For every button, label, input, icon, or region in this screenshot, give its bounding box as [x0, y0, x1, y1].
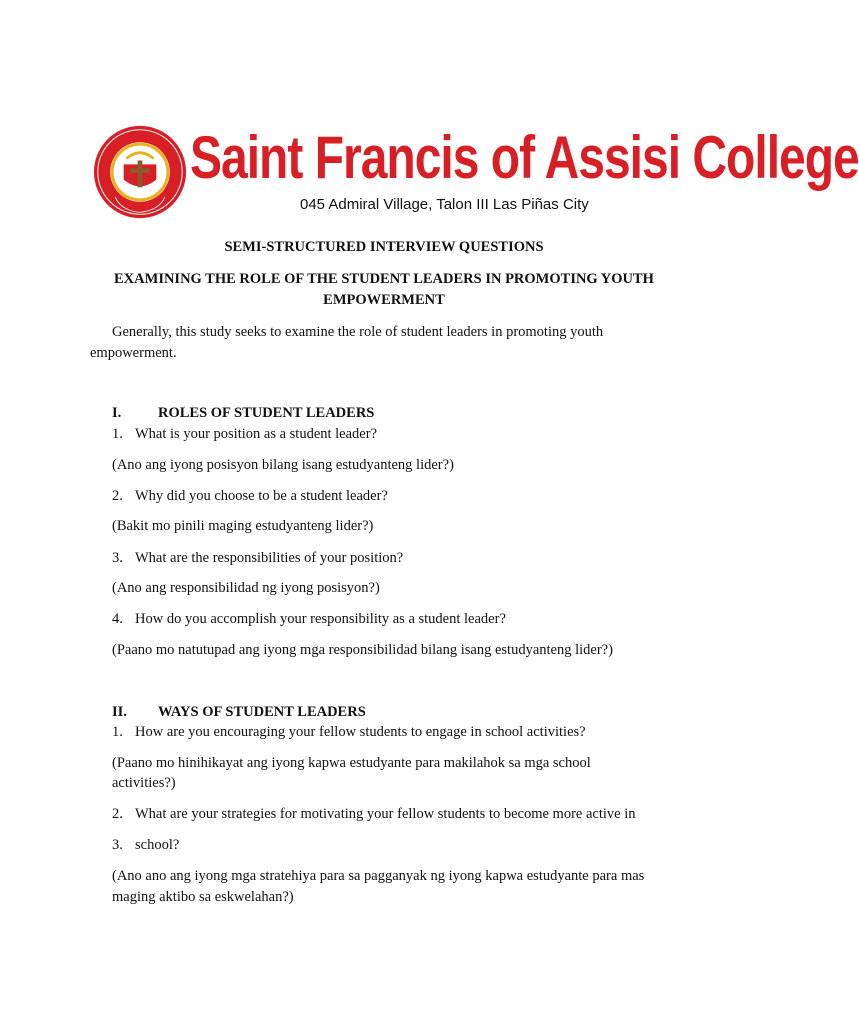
s1-q1-translation: (Ano ang iyong posisyon bilang isang estudyanteng lider?) [112, 457, 454, 473]
s2-q1-translation-line1: (Paano mo hinihikayat ang iyong kapwa estudyante para makilahok sa mga school [112, 755, 591, 771]
s1-q2-translation: (Bakit mo pinili maging estudyanteng lider?) [112, 518, 374, 534]
s1-q3-number: 3. [112, 550, 123, 566]
s2-q1-question: How are you encouraging your fellow students to engage in school activities? [135, 724, 586, 740]
document-title: SEMI-STRUCTURED INTERVIEW QUESTIONS [224, 239, 544, 255]
s1-q4-translation: (Paano mo natutupad ang iyong mga responsibilidad bilang isang estudyanteng lider?) [112, 642, 613, 658]
s1-q2-number: 2. [112, 488, 123, 504]
section2-title: WAYS OF STUDENT LEADERS [158, 704, 366, 720]
s1-q4-question: How do you accomplish your responsibility as a student leader? [135, 611, 506, 627]
s2-q1-translation-line2: activities?) [112, 775, 176, 791]
section2-numeral: II. [112, 704, 127, 720]
s2-q2-translation-line1: (Ano ano ang iyong mga stratehiya para sa pagganyak ng iyong kapwa estudyante para mas [112, 868, 645, 884]
section1-numeral: I. [112, 405, 122, 421]
s2-q2-number: 2. [112, 806, 123, 822]
s1-q2-question: Why did you choose to be a student leader? [135, 488, 388, 504]
intro-line2: empowerment. [90, 345, 177, 361]
s1-q3-question: What are the responsibilities of your position? [135, 550, 404, 566]
s1-q1-question: What is your position as a student leader? [135, 426, 378, 442]
s1-q4-number: 4. [112, 611, 123, 627]
s2-q2-question: What are your strategies for motivating your fellow students to become more active in [135, 806, 636, 822]
s2-q3-number: 3. [112, 837, 123, 853]
college-seal-logo [92, 124, 188, 220]
s1-q1-number: 1. [112, 426, 123, 442]
section1-title: ROLES OF STUDENT LEADERS [158, 405, 375, 421]
college-address: 045 Admiral Village, Talon III Las Piñas City [300, 196, 589, 213]
s2-q1-number: 1. [112, 724, 123, 740]
document-subtitle-line2: EMPOWERMENT [323, 292, 445, 308]
college-name: Saint Francis of Assisi College [190, 124, 859, 192]
s2-q3-question: school? [135, 837, 180, 853]
document-subtitle-line1: EXAMINING THE ROLE OF THE STUDENT LEADERS IN PROMOTING YOUTH [114, 271, 654, 287]
s1-q3-translation: (Ano ang responsibilidad ng iyong posisyon?) [112, 580, 380, 596]
s2-q2-translation-line2: maging aktibo sa eskwelahan?) [112, 889, 294, 905]
intro-line1: Generally, this study seeks to examine the role of student leaders in promoting youth [112, 324, 604, 340]
